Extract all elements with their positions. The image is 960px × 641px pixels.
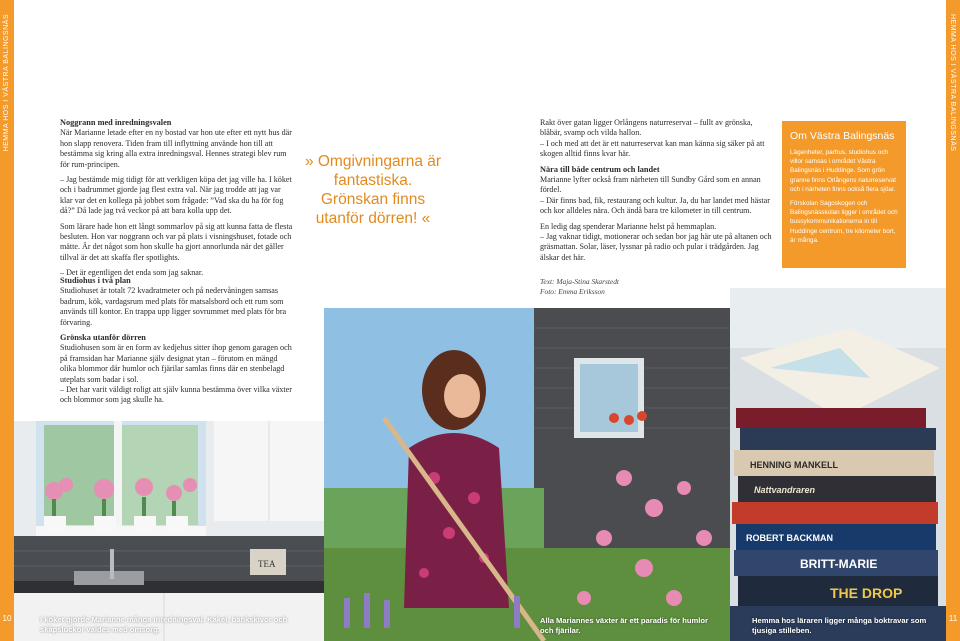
article-column-right (540, 118, 772, 268)
caption-kitchen: I köket gjorde Marianne många inredningsval. Kakel, bänkskivor och skåpsluckor valdes med omsorg. (40, 615, 288, 634)
running-head-right: HEMMA HOS I VÄSTRA BALINGSNÄS (949, 14, 956, 152)
paragraph: – Det har varit väldigt roligt att själv kunna bestämma över vilka växter och blommor som jag skulle ha. (60, 385, 292, 405)
book-spine-1: HENNING MANKELL (750, 460, 838, 470)
credit-text: Text: Maja-Stina Skarstedt (540, 277, 619, 286)
paragraph: – Det är egentligen det enda som jag saknar. (60, 268, 204, 278)
fact-box-paragraph: Förskolan Sagoskogen och Balingsnässkolan ligger i området och bussykommunikationerna in till Huddinge centrum, tre kilometer bort, är många. (790, 200, 898, 244)
paragraph: – Där finns bad, fik, restaurang och kultur. Ja, du har landet med hästar och kor alldeles nära. Och ändå bara tre kilometer in till centrum. (540, 195, 770, 216)
paragraph: Rakt över gatan ligger Orlångens naturreservat – fullt av grönska, blåbär, svamp och vilda hallon. (540, 118, 753, 138)
kitchen-photo (14, 421, 324, 641)
caption-garden: Alla Mariannes växter är ett paradis för humlor och fjärilar. (540, 616, 708, 635)
paragraph: – Jag vaknar tidigt, motionerar och sedan bor jag här ute på altanen och gräsmattan. Solar, läser, lyssnar på radio och pular i trädgården. Jag älskar det här. (540, 232, 772, 262)
book-spine-2: Nattvandraren (754, 485, 816, 495)
subheading-studiohus: Studiohus i två plan (60, 276, 131, 285)
paragraph: – Jag bestämde mig tidigt för att verkligen köpa det jag ville ha. I köket och i badrummet gjorde jag flest extra val. När jag trodde att jag var klar var det en kollega på jobbet som frågade: ”Vad ska du ha för fog då?” Då lade jag två veckor på att bara kolla upp det. (60, 175, 292, 216)
books-photo (730, 288, 946, 641)
caption-books: Hemma hos läraren ligger många boktravar som tjusiga stilleben. (752, 616, 927, 635)
fact-box-title: Om Västra Balingsnäs (790, 130, 895, 142)
subheading-inredningsval: Noggrann med inredningsvalen (60, 118, 172, 127)
right-page-edge (946, 0, 960, 641)
paragraph: När Marianne letade efter en ny bostad var hon ute efter ett nytt hus där hon slapp renovera. Tiden fram till inflyttning använde hon till att bestämma sig kring alla extra inredningsval. Hennes strategi blev rum för rum-principen. (60, 128, 292, 169)
credit-photo: Foto: Emma Eriksson (540, 287, 605, 296)
left-page-edge (0, 0, 14, 641)
paragraph: En ledig dag spenderar Marianne helst på hemmaplan. (540, 221, 717, 231)
running-head-left: HEMMA HOS I VÄSTRA BALINGSNÄS (3, 14, 10, 152)
paragraph: Studiohusen som är en form av kedjehus sitter ihop genom garagen och på framsidan har Marianne själv designat ytan – förutom en mängd olika blommor där humlor och fjärilar samlas finns där en stenbelagd uteplats som badar i sol. (60, 343, 292, 384)
book-spine-3: ROBERT BACKMAN (746, 533, 833, 543)
subheading-gronska: Grönska utanför dörren (60, 333, 146, 343)
subheading-centrum: Nära till både centrum och landet (540, 164, 660, 174)
article-column-left (60, 118, 295, 284)
book-spine-5: THE DROP (830, 585, 903, 601)
paragraph: Marianne lyfter också fram närheten till Sundby Gård som en annan fördel. (540, 175, 761, 195)
fact-box (782, 121, 906, 268)
page-number-left: 10 (2, 614, 12, 623)
page-number-right: 11 (948, 614, 958, 623)
paragraph: Som lärare hade hon ett långt sommarlov på sig att kunna fatta de flesta besluten. Hon var noggrann och var på plats i visningshuset, fotade och mätte. Är det något som hon skulle ha gjort annorlunda när det gäller tillval är det att skaffa fler spotlights. (60, 221, 293, 262)
paragraph: Studiohuset är totalt 72 kvadratmeter och på nedervåningen samsas badrum, kök, vardagsrum med plats för matsalsbord och ett rum som används till kontor. En trappa upp ligger sovrummet med plats för bra förvaring. (60, 286, 287, 327)
pull-quote: » Omgivningarna är fantastiska. Grönskan finns utanför dörren! « (304, 153, 442, 227)
article-column-left-lower (60, 276, 295, 411)
byline (540, 277, 619, 297)
tea-canister-label: TEA (258, 559, 276, 569)
book-spine-4: BRITT-MARIE (800, 557, 878, 571)
paragraph: – I och med att det är ett naturreservat kan man känna sig säker på att skogen alltid finns kvar här. (540, 138, 765, 159)
fact-box-paragraph: Lägenheter, parhus, studiohus och villor samsas i området Västra Balingsnäs i Huddinge. Som grön granne finns Orlångens naturreservat och i närheten finns också flera sjöar. (790, 149, 896, 193)
garden-photo (324, 308, 730, 641)
